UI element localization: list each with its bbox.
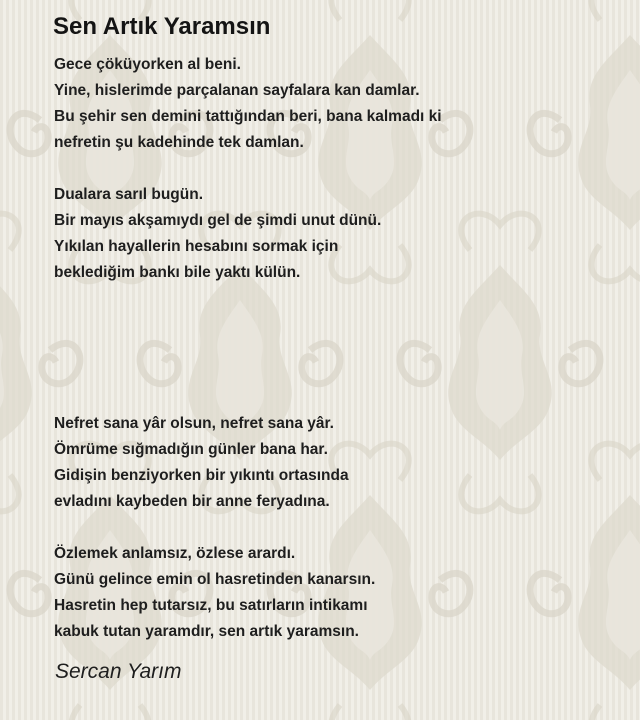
poem-line: Yine, hislerimde parçalanan sayfalara kan damlar. [54,82,420,99]
poem-line: Bir mayıs akşamıydı gel de şimdi unut dünü. [54,212,382,229]
poem-line: Bu şehir sen demini tattığından beri, bana kalmadı ki [54,108,442,125]
poem-line: Dualara sarıl bugün. [54,186,204,203]
poem-line: Gidişin benziyorken bir yıkıntı ortasında [54,467,349,484]
poem-line: kabuk tutan yaramdır, sen artık yaramsın. [54,623,359,640]
poem-line: Yıkılan hayallerin hesabını sormak için [54,238,339,255]
poem-line: Ömrüme sığmadığın günler bana har. [54,441,328,458]
poem-line: Gece çöküyorken al beni. [54,56,241,73]
poem-line: beklediğim bankı bile yaktı külün. [54,264,301,281]
poem-author: Sercan Yarım [55,660,182,683]
poem-line: Nefret sana yâr olsun, nefret sana yâr. [54,415,334,432]
poem-line: nefretin şu kadehinde tek damlan. [54,134,304,151]
poem-stanza [54,182,381,286]
poem-line: Hasretin hep tutarsız, bu satırların intikamı [54,597,368,614]
poem-stanza [54,541,375,645]
poem-line: Günü gelince emin ol hasretinden kanarsın. [54,571,376,588]
poem-line: evladını kaybeden bir anne feryadına. [54,493,330,510]
poem-stanza [54,52,442,156]
poem-stanza [54,411,349,515]
poem-title: Sen Artık Yaramsın [53,13,271,40]
poem-line: Özlemek anlamsız, özlese arardı. [54,545,296,562]
